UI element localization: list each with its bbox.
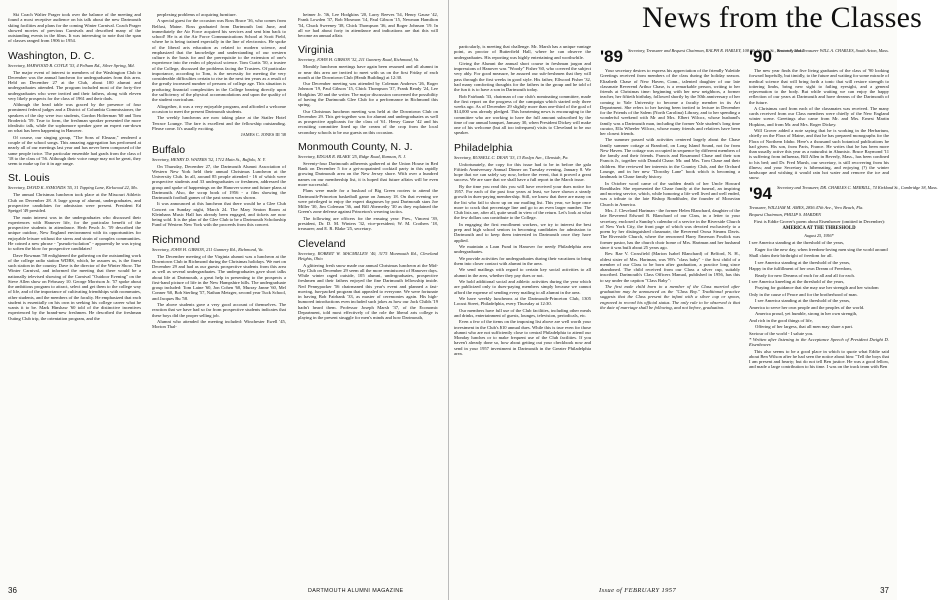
paragraph: By the time you read this you will have received your dues notice for 1957. For each of the past four years at least, we have shown a steady growth in dues-paying membership. Still, we know that there are many on the list who fail to show up on our mailing list. This year, we hope once more to crack that percentage line and go to an even larger number. The Club lists are, after all, quite small in view of the return. Let's look at what the few dollars can contribute to the College. [454,183,591,221]
paragraph: We maintain a Loan Fund in Hanover for needy Philadelphia area undergraduates. [454,243,591,255]
paragraph: Even a few of the items on the imposing list above are well worth your investment in the Club's $10 annual dues. While this is true even for those alumni who are not sufficiently close to central Philadelphia to attend our Monday lunches or to make frequent use of the Club facilities. If you haven't already done so, how about getting out your checkbook now and send in your 1957 investment in Dartmouth in the Greater Philadelphia area. [454,319,591,356]
section-secretary-info: Secretary, DAVID K. SYMONDS '55, 31 Topping Lane, Kirkwood 22, Mo. [8,185,138,191]
poem-line: I see America standing at the threshold of the years, [755,259,851,265]
paragraph: Seventy-four Dartmouth adherents gathered at the Union House in Red Bank on December 5 for a get-acquainted cocktail party in this rapidly growing Dartmouth area on the New Jersey shore. With over a hundred names on our membership list, it is hoped that future affairs will be even more successful. [298,160,438,187]
paragraph: Your secretary desires to express his appreciation of the friendly Yuletide Greetings received from members of the class during the holiday season. Elizabeth Chase of New Haven, Conn., talented daughter of our late classmate Reverend Arthur Chase, is a remarkable person, writing to her friends at Christmas time: beginning with her new neighbors, a former teacher, her fiftieth birthday, followed shortly by the 50th anniversary of her coming to Yale University to become a faculty member in its Art Department. She refers to her having been invited to lecture in December for the Friends of the Salem (North Carolina) Library, and to her spending a wonderful weekend with Mr and Mrs. Elbert Wilcox, whose husband's family was a Dartmouth man, including the former Yale student's long time curator, Ella Wheeler Wilcox, whose many friends and relatives have been her closest friends. [600,68,740,136]
paragraph: particularly, is meeting that challenge. Mr. Marsh has a unique vantage point, as proctor of Butterfield Hall, where he can observe the undergraduates. His reporting was highly entertaining and worthwhile. [454,44,591,60]
class-94-bequest-chairman: Bequest Chairman, PHILIP S. MARDEN [749,211,822,217]
paragraph: Our December meeting was attended by Coleman Andrews '26, Roger Johnson '19, Paul Gibson '15, Chick Thompson '37, Frank Ready '24, Lee Hodgkins '20 and the writer. The major discussion concerned the possibility of having the Dartmouth Glee Club for a performance in Richmond this spring. [298,81,438,108]
page-number-right: 37 [880,586,889,595]
poem-line: Only in the cause of Peace and for the brotherhood of man. [749,291,858,297]
class-94-officers: Secretary and Treasurer, DR. CHARLES C. MERRILL, 74 Kirkland St., Cambridge 38, Mass. [777,184,938,190]
paragraph: In October word came of the sudden death of her Uncle Howard Rondthaler. She represented the Chase family at the funeral, an inspiring and moving service, which, while honoring a life well lived and well ended, was a tribute to the late Bishop Rondthaler, the founder of Moravian Church in America. [600,180,740,207]
paragraph: Monthly luncheon meetings have again been resumed and all alumni in or near this area are invited to meet with us on the first Friday of each month at the Downtown Club (Heath Building) at 12:30. [298,64,438,80]
left-column-3 [298,12,438,582]
poem-line: I see America standing at the threshold of the years, [755,298,851,304]
class-94-treasurer: Treasurer, WILLIAM M. AMES, 2856 47th Ave., Vero Beach, Fla. [749,204,864,210]
section-heading: St. Louis [8,172,50,185]
paragraph: The major event of interest to members of the Washington Club in December was the annual luncheon for undergraduates from this area. Held on December 27 at the Club, about 100 alumni and undergraduates attended. The program included most of the forty-five undergraduates who were invited and their fathers, along with eleven very likely prospects for the class of 1961 and their dads. [8,69,141,101]
paragraph: Alumni who attended the meeting included: Winchester Ewell '45, Morton Thal- [152,319,286,330]
paragraph: Of course, our singing group, "The Sons of Eleazar," rendered a couple of the school songs. This amazing aggregation has performed at nearly all of our meetings last year and has never been composed of the same people twice. The particular ensemble had grads from the class of '18 to the class of '56. Although their voice range may not be great, they seem to make up for it in age range. [8,134,141,167]
section-header-title: News from the Classes [642,1,922,34]
class-89-officers: Secretary, Treasurer and Bequest Chairman, RALPH R. HARLEY, 108 Mt. Vernon St., Boston 8, Mass. [628,48,805,53]
class-90-officers: Secretary and Treasurer WILL A. CHARLES, South Acton, Mass. [777,48,889,53]
paragraph: We provide activities for undergraduates during their vacations to bring them into closer contact with alumni in the area. [454,255,591,266]
poem-line: Saviour of the world - I salute you. [749,330,814,336]
poem-body [749,240,889,335]
section-secretary-info: Secretary, JOHN H. GIBSON, 211 Gunnery Rd., Richmond, Va. [152,246,264,252]
poem-line: Happy in the fulfillment of her own Dream of Freedom, [749,266,852,272]
paragraph: Mrs. J. Cleveland Hartman - the former Helen Blanchard, daughter of the late Reverend Edward B. Blanchard of our Class, in a letter to your secretary, enclosed a Sunday's calendar of a service in the Riverside Church of New York City, the front page of which was devoted exclusively to a poem by her distinguished classmate, the Reverend Orosa Steams Davis. The Riverside Church, where the renowned Harry Emerson Fosdick was former pastor, has the church choir home of Mrs. Hartman and her husband since it was built about 25 years ago. [600,208,740,250]
paragraph: Altogether, it was a very enjoyable program, and afforded a welcome occasion to meet the present Dartmouth students. [152,103,286,114]
poem-date: August 25, 1956* [804,233,834,239]
paragraph: Our Christmas luncheon meeting was held at the Downtown Club on December 29. This get-together was for alumni and undergraduates as well as prospective applicants for the class of '61. Henry Gause '42 and his recruiting committee lined up the cream of the crop from the local secondary schools to be our guests on this occasion. [298,108,438,135]
paragraph: We have weekly luncheons at the Dartmouth-Princeton Club, 1305 Locust Street, Philadelphia, every Thursday at 12:30. [454,295,591,307]
right-column-3 [749,44,938,582]
poem-line: Offering of her largess, that all men may share a part. [755,324,854,330]
paragraph: The summer passed with activities centered largely about the Chase family summer cottage at Branford, on Long Island Sound, not far from New Haven. The cottage was occupied in sequence by different members of the family and their friends. Francis and Rosamond Chase and their son Francis Jr., together with Donald Chase. Mr. and Mrs. Tom Chase and their children. She reviewed her interests in the Country Club, and the Orchard Lounge, and in her new "Dorothy Lane" book which is becoming a landmark in Chase family history. [600,137,740,180]
paragraph: It was announced at this luncheon that there would be a Glee Club Concert on Sunday night, March 24. The Mary Seaton Room at Kleinhans Music Hall has already been engaged, and tickets are now being sold. It is the plan of the Glee Club to be a Dartmouth Scholarship Fund of Western New York with the proceeds from this concert. [152,201,286,228]
section-secretary-info: Secretary, ROBERT W. MACMILLEN '40, 3175 Monmouth Rd., Cleveland Heights, Ohio [298,250,438,261]
class-90-header [749,48,889,66]
class-90-year: '90 [749,47,772,66]
paragraph: heimer Jr. '36, Lee Hodgkins '20, Larry Reeves '54, Henry Gause '42, Frank Lowden '37, Bob Mosmon '14, Paul Gibson '15, Newman Hamilton '54, Chuck Sweeney '38, Chick Thompson '36, and Roger Johnson '19. In all we had about forty in attendance and indications are that this will become an annual affair. [298,12,438,38]
section-heading: Buffalo [152,143,186,156]
paragraph: The new year finds the five living graduates of the class of '90 looking forward hopefully, but timidly, to the future and waiting for some miracle of medical science that will bring forth a tonic that will restore strength to tottering limbs, bring new sight to failing eyesight, and a general rejuvenation to the body. But while waiting we can enjoy the happy reflection of our years at Dartmouth and have dreams of the Dartmouth of the future. [749,68,889,105]
class-90-notes [749,68,889,181]
paragraph: A special guest for the occasion was Ross Brace '36, who comes from Belfast, Maine. Ross graduated from Dartmouth last June, and immediately the Air Force acquired his services and sent him back to school! He is at the Air Force Communications School at Scott Field, where he is being trained especially in the line of electronics. He spoke of the liberal arts education as related to modern science, and emphasized that the knowledge and understanding of our western culture is the basis for and the prerequisite to the extension of one's experience into the realm of physical science. Tom Curtis '50, a trustee of the College, discussed the problems facing the Trustees. Of particular importance, according to Tom, is the necessity for meeting the very considerable difficulties certain to rise in the next ten years as a result of the greatly increased number of persons of college age. This situation is producing financial complexities in the College bearing directly upon the sufficiency of the physical accommodations and upon the quality of the student curriculum. [152,18,286,103]
section-heading: Monmouth County, N. J. [298,140,413,153]
paragraph: We send mailings with regard to certain key social activities to all alumni in the area, whether they pay dues or not. [454,267,591,278]
paragraph: Dave Bowman '58 enlightened the gathering on the outstanding work of the college radio station WDBS, which, he assures us, is the finest such station in the country. Dave is the director of the Winter Show. The Winter Carnival, and informed the meeting that there would be a nationally televised showing of the Carnival "Outdoor Evening" on the Steve Allen show on February 10. George Morrison Jr. '57 spoke about the ambitious program to attract, select and get them to the college way of life, and of the importance of cultivating friendships with roommates, other students, and the members of the faculty. He emphasized that each student is essentially on his own in seeking his college career what he wants it to be. Mark Hinshaw '60 told of the distinctive incentives experienced by the brand-new freshmen. He described the freshman Outing Club trip, the orientation program, and the [8,252,141,321]
paragraph: The December meeting of the Virginia alumni was a luncheon at the Downtown Club in Richmond during the Christmas holidays. We met on December 29 and had as our guests prospective students from this area as well as several undergraduates. The undergraduates gave short talks about life at Dartmouth, a great help in presenting to the prospects a first-hand picture of life in the New Hampshire hills. The undergraduate group included: Tom Laine '60, Jon Cohen '60, Murray Janne '60, Mel Conner '60, Bob Sterling '57, Nathan Metzger, second year Tuck School, and Jacques Bu '58. [152,253,286,301]
paragraph: The main interest was in the undergraduates who discussed their experiences with Hanover life, for the particular benefit of the prospective students in attendance. Herb Pesch Jr. '59 described the unique outdoor, New England environment with its opportunities for enjoyable leisure without the stress and strain of complex communities. He coined a new phrase - "pseudo-isolation" - apparently he was trying to soften the blow for prospective candidates! [8,214,141,252]
paragraph: The following are officers for the ensuing year: Pres., Vincent '39, president, Dr. D. M. Winters '32, vice-president; W. M. Crothers '18, treasurer; and E. R. Blake '25, secretary. [298,215,438,232]
paragraph: Ski Coach Walter Prager took over the balance of the meeting and found a most receptive audience on his talk about the new Dartmouth skiing facilities and plans for the coming Winter Carnival. Coach Prager showed movies of previous Carnivals and described many of the outstanding events in the films. It was interesting to note that the span of classes ranged from 1906 to 1954. [8,12,141,44]
poem-line: I see America kneeling at the threshold of the years, [749,279,845,284]
magazine-footer-title: DARTMOUTH ALUMNI MAGAZINE [308,588,404,594]
section-secretary-info: Secretary, HARWOOD B. COYLE '53, 4 Pelham Rd., Silver Spring, Md. [8,62,135,68]
section-heading: Cleveland [298,237,346,250]
poem-title: AMERICA AT THE THRESHOLD [782,225,856,231]
paragraph: Our members have full use of the Club facilities, including other meals and drinks, entertainment of guests, lounges, television, periodicals, etc. [454,307,591,318]
header-spacer [454,12,591,44]
paragraph: In engaging the first enrollment workers, we try to interest the best prep and high school seniors in becoming candidates for admission to Dartmouth and to keep them interested in Dartmouth once they have applied. [454,221,591,243]
paragraph: Giving the Alumni the annual short course in freshman jargon and impressions of Hanover was "Woody" Fisher '60, who covered the subject very ably. For good measure, he assured our sub-freshmen that they will pass through the first weeks in good style. His father, Ellwood Fisher '32, had many comforting thoughts for the fathers in the group and he told of the fun it is to have a son in Dartmouth today. [454,60,591,93]
signature: JAMES C. JONES III '38 [240,132,286,138]
section-secretary-info: Secretary, RUSSELL C. DEAN '53, 13 Roslyn Ave., Glenside, Pa. [454,154,569,160]
paragraph: We hold additional social and athletic activities during the year which are publicized only to dues-paying members simply because we cannot afford the expense of sending every mailing to all alumni in the area. [454,279,591,295]
class-94-intro: First is Eddie Grover's poem about Eisenhower (omitted in December): [754,218,886,224]
left-page [0,0,448,600]
class-89-notes [600,68,740,310]
poem-line: Eager for the new day, when freedom-loving men sing the world around [755,246,888,252]
section-heading: Richmond [152,233,201,246]
paragraph: The first male child born to a member of the Class married after graduation may be announced as the "Class Boy." Traditional practice suggests that the Class present the infant with a silver cup or spoon, engraved to record his official status. The only rule to be observed is that the date of marriage shall be following, and not before, graduation. [600,283,740,310]
right-page [448,0,938,600]
page-number-left: 36 [8,586,17,595]
paragraph: On Thursday, December 27, the Dartmouth Alumni Association of Western New York held their annual Christmas Luncheon at the University Club. In all, around 85 people attended - 16 of which were prospective students and 33 undergraduates or freshmen, addressed the group and spoke of happenings on the Hanover scene and future plans at Dartmouth. Also, the scrap book of 1956 - a film showing the Dartmouth football games of the past season was shown. [152,163,286,200]
poem-line: And rich in the good things of life, [749,317,813,323]
paragraph: Will Grover added a note saying that he is working in the Herbarium, chiefly on the Flora of Maine, and that he has prepared monographs for the Flora of Northern Idaho. Here's a thousand such botanical publications he had given. His son, from Paris, France. He writes that he has been more than usually active this year as a naturalist in Ahuntsic. Bruce Raymond '11 is suffering from influenza, Bill Allen in Beverly, Mass., has been confined to his bed; and Dr. Fred Marsh, our secretary, is still recovering from his illness; and your Secretary is hibernating, and enjoying (?) the winter landscape and wishing it would rain hot water and remove the ice and snow. [749,128,889,181]
paragraph: A glittering fresh snow made our annual Christmas luncheon at the Mid-Day Club on December 29 seem all the more reminiscent of Hanover days. While winter raged outside, 105 alumni, undergraduates, prospective freshmen and their fathers enjoyed the fine Dartmouth fellowship inside. Ned Pennypacker '56 chairmaned this year's event and planned a fast-moving, fun-packed program that appealed to everyone. We were fortunate in having Bob Fairbank '33, as master of ceremonies again. His high-humored introductions even included such jokes as how our Jack Childs '19 hadn't heard them. Professor Joseph Marsh '37, of the Economic Department, told most effectively of the role the liberal arts college is playing in the present struggle for men's minds and how Dartmouth, [298,262,438,320]
paragraph: The annual Christmas luncheon took place at the Missouri Athletic Club on December 28. A large group of alumni, undergraduates, and prospective candidates for admission were present. President Ed Speigel '49 presided. [8,192,141,214]
paragraph: Unfortunately, the copy for this issue had to be in before the gala Fiftieth Anniversary Annual Dinner on Tuesday evening, January 8. We hope that we can safely say now, before the event, that it proved a great success. We are sure that we shall have a full report in the March issue. [454,161,591,183]
poem-line: Praying for guidance that she may use her strength and her wisdom [755,285,879,291]
section-secretary-info: Secretary, JOHN H. GIBSON '32, 211 Gunnery Road, Richmond, Va. [298,57,420,63]
left-column-2 [152,12,286,582]
class-94-closing: This also seems to be a good place in which to quote what Eddie said about Ben Wilson after he had seen the notice about him: "Tell the boys that I am present and hearty; but do not tell Ben justice. He was a good fellow, and made a large contribution to his time. I was on the track team with Ben [749,348,889,370]
paragraph: Plans were made for a busload of Big Green rooters to attend the Dartmouth-Princeton basketball game on January 18. On that evening we were privileged to enjoy the expert diagnoses by past Dartmouth stars Joe Miller '30, Jim Coleman '36, and Bill Abernethy '30 as they explained the Green's zone defense against Princeton's weaving tactics. [298,188,438,215]
section-secretary-info: Secretary, EDGAR R. BLAKE '25, Ridge Road, Rumson, N. J. [298,153,407,159]
right-column-1 [454,12,591,582]
issue-footer: Issue of FEBRUARY 1957 [599,587,677,594]
paragraph: Bob Fairbank '33, chairman of our club's nominating committee, made the first report on the progress of the campaign which started only three weeks ago. As of December 29 slightly more than one-third of the goal of $14,000 was already pledged. This heartening news is encouraging to the committee who are working to have the full amount subscribed by the time of our annual banquet, January 30, when President Dickey will make one of his welcome (but all too infrequent) visits to Cleveland to be our speaker. [454,93,591,136]
paragraph: perplexing problems of acquiring furniture. [157,12,237,17]
paragraph: Rev. Rae V. Crossfield (Marion Isabel Blanchard) of Belford, N. H., oldest sister of Mrs. Hartman, was '89's "class baby" - the first child of a member of our Class to be born after graduation, a practice long since abandoned. The child received from our Class a silver cup, suitably inscribed. Dartmouth's Class Officers Manual, published in 1956, has this to say under the caption "Class Baby": [600,251,740,283]
section-secretary-info: Secretary, HENRY D. WATERS '52, 1712 Main St., Buffalo, N. Y. [152,156,266,162]
section-heading: Philadelphia [454,141,513,154]
poem-line: Shall claim their birthright of freedom for all. [749,253,833,259]
paragraph: Although the head table was graced by the presence of four prominent federal judges and a District of Columbia Commissioner, the speakers of the day were two students, Gordon Holterman '60 and Tom Broderick '59. True to form, the freshman speaker presented the more idealistic talk, while the sophomore speaker gave an expert run-down on what has been happening in Hanover. [8,102,141,134]
poem-line: America proud, yet humble, strong in her own strength, [755,311,858,317]
section-heading: Virginia [298,44,334,57]
poem-line: I see America standing at the threshold of the years, [749,240,845,246]
class-94-year: '94 [749,183,772,203]
class-89-year: '89 [600,47,623,66]
poem-line: Ready for new Dreams of each for all and all for each. [755,272,855,278]
section-heading: Washington, D. C. [8,49,95,62]
paragraph: The weekly luncheons are now taking place at the Statler Hotel Terrace Lounge. The fare is excellent and the fellowship outstanding. Please come. It's usually exciting. [152,115,286,131]
paragraph: The above students gave a very good account of themselves. The reaction that we have had so far from prospective students indicates that these boys did the proper selling job. [152,302,286,318]
left-column-1 [8,12,141,582]
class-94-header [749,183,938,203]
poem-footnote: * Written after listening to the Acceptance Speech of President Dwight D. Eisenhower. [749,336,889,348]
paragraph: A Christmas card from each of the classmates was received. The many cards received from our Class members were chiefly of the New England winter scene. Greetings also came from Mr. and Mrs. Ernest Martin Hopkins, and from Mr. and Mrs. Roger Dickey. [749,105,889,127]
poem-line: America to serve her own people and the peoples of the world. [749,304,865,310]
